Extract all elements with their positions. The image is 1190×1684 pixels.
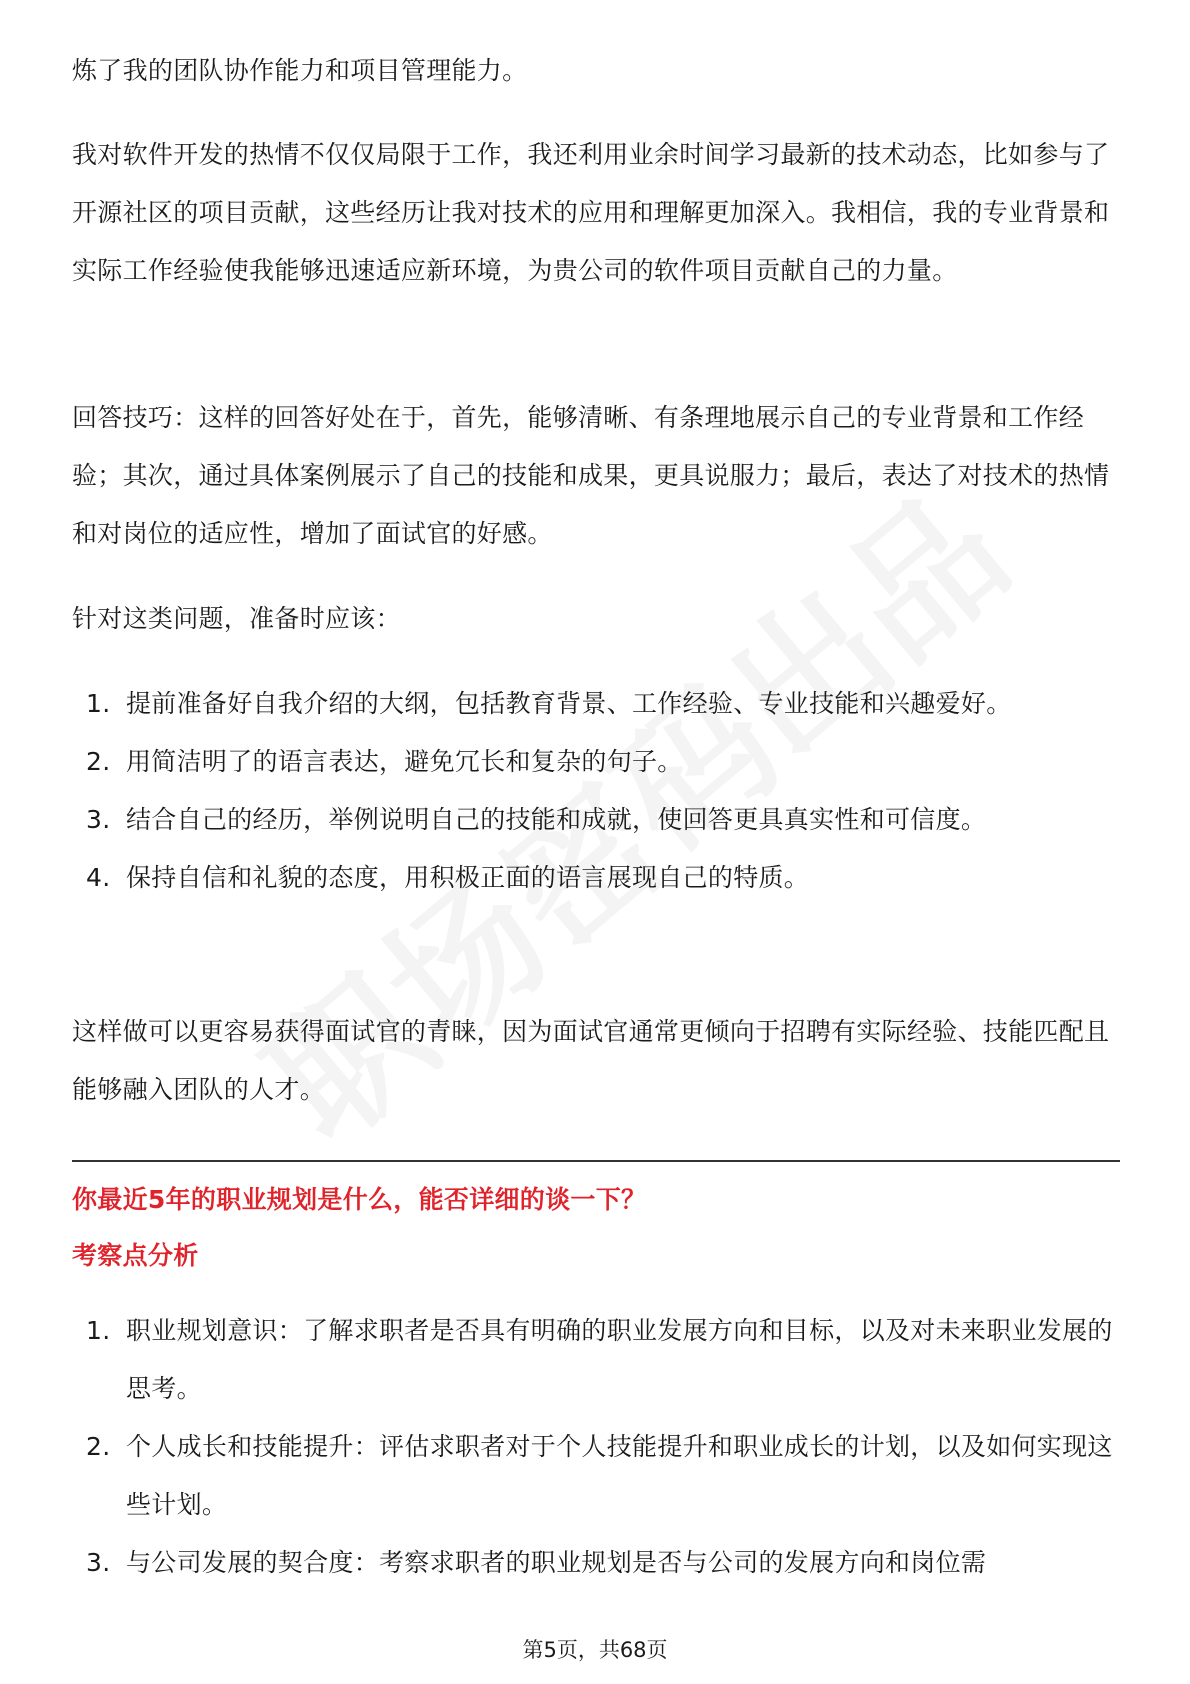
section-divider [72,1160,1120,1162]
list-item [72,1302,1120,1418]
list-number: 4. [86,863,111,892]
question-subtitle: 考察点分析 [72,1241,199,1270]
page-footer: 第5页，共68页 [522,1638,668,1662]
list-item-text: 职业规划意识：了解求职者是否具有明确的职业发展方向和目标，以及对未来职业发展的思考。 [126,1316,1113,1403]
list-number: 1. [86,689,111,718]
list-item [72,1418,1120,1534]
list-item [72,1534,1120,1592]
list-item-text: 结合自己的经历，举例说明自己的技能和成就，使回答更具真实性和可信度。 [126,805,987,834]
prep-list [72,675,1120,907]
list-item-text: 保持自信和礼貌的态度，用积极正面的语言展现自己的特质。 [126,863,810,892]
list-item [72,791,1120,849]
list-item [72,849,1120,907]
analysis-list [72,1302,1120,1592]
list-number: 2. [86,1432,111,1461]
list-item-text: 提前准备好自我介绍的大纲，包括教育背景、工作经验、专业技能和兴趣爱好。 [126,689,1012,718]
paragraph-passion: 我对软件开发的热情不仅仅局限于工作，我还利用业余时间学习最新的技术动态，比如参与了开源社区的项目贡献，这些经历让我对技术的应用和理解更加深入。我相信，我的专业背景和实际工作经验使我能够迅速适应新环境，为贵公司的软件项目贡献自己的力量。 [72,140,1110,285]
list-number: 1. [86,1316,111,1345]
list-number: 2. [86,747,111,776]
list-item [72,675,1120,733]
list-item-text: 用简洁明了的语言表达，避免冗长和复杂的句子。 [126,747,683,776]
paragraph-prep-intro: 针对这类问题，准备时应该： [72,604,401,633]
paragraph-answer-tips: 回答技巧：这样的回答好处在于，首先，能够清晰、有条理地展示自己的专业背景和工作经验；其次，通过具体案例展示了自己的技能和成果，更具说服力；最后，表达了对技术的热情和对岗位的适应性，增加了面试官的好感。 [72,403,1110,548]
question-title: 你最近5年的职业规划是什么，能否详细的谈一下？ [72,1185,647,1214]
list-item-text: 与公司发展的契合度：考察求职者的职业规划是否与公司的发展方向和岗位需 [126,1548,987,1577]
list-number: 3. [86,805,111,834]
list-item [72,733,1120,791]
list-item-text: 个人成长和技能提升：评估求职者对于个人技能提升和职业成长的计划，以及如何实现这些计划。 [126,1432,1113,1519]
paragraph-conclusion: 这样做可以更容易获得面试官的青睐，因为面试官通常更倾向于招聘有实际经验、技能匹配且能够融入团队的人才。 [72,1017,1110,1104]
list-number: 3. [86,1548,111,1577]
paragraph-continuation: 炼了我的团队协作能力和项目管理能力。 [72,56,528,85]
